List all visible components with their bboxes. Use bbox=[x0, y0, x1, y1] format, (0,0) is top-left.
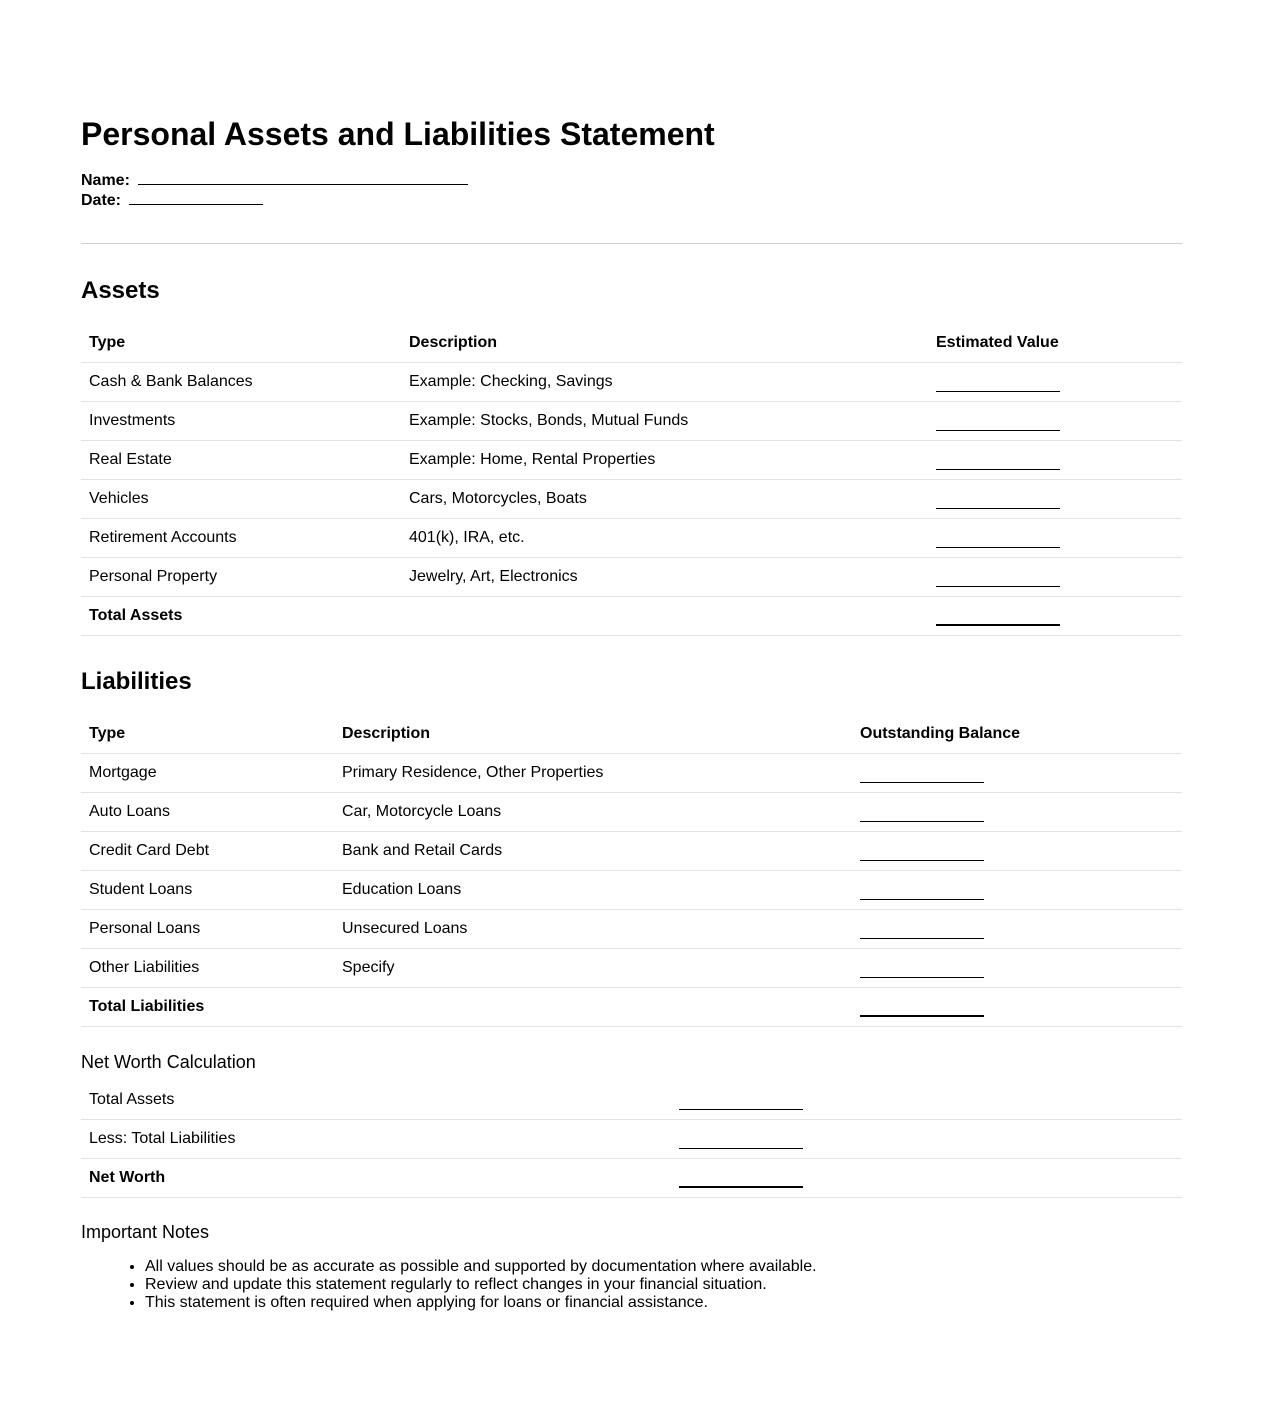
net-worth-total-assets-blank[interactable] bbox=[679, 1097, 803, 1110]
liability-balance-blank[interactable] bbox=[860, 926, 984, 939]
net-worth-liabilities-blank[interactable] bbox=[679, 1136, 803, 1149]
date-field-row bbox=[81, 190, 1182, 210]
asset-value-blank[interactable] bbox=[936, 457, 1060, 470]
assets-table bbox=[81, 324, 1182, 636]
net-worth-table bbox=[81, 1081, 1182, 1198]
liabilities-col-balance: Outstanding Balance bbox=[852, 715, 1182, 754]
name-blank-line[interactable] bbox=[138, 170, 468, 185]
list-item: • This statement is often required when applying for loans or financial assistance. bbox=[145, 1294, 1182, 1312]
list-item: • All values should be as accurate as possible and supported by documentation where available. bbox=[145, 1258, 1182, 1276]
date-blank-line[interactable] bbox=[129, 190, 263, 205]
total-liabilities-label: Total Liabilities bbox=[81, 988, 334, 1027]
assets-col-type: Type bbox=[81, 324, 401, 363]
asset-type: Vehicles bbox=[81, 480, 401, 519]
table-row bbox=[81, 402, 1182, 441]
liability-description: Primary Residence, Other Properties bbox=[334, 754, 852, 793]
net-worth-label: Total Assets bbox=[81, 1081, 671, 1120]
table-row bbox=[81, 1159, 1182, 1198]
liability-type: Other Liabilities bbox=[81, 949, 334, 988]
notes-heading: Important Notes bbox=[81, 1222, 210, 1242]
liabilities-col-description: Description bbox=[334, 715, 852, 754]
liability-balance-cell bbox=[852, 910, 1182, 949]
liabilities-col-type: Type bbox=[81, 715, 334, 754]
assets-heading: Assets bbox=[81, 277, 160, 304]
assets-header-row bbox=[81, 324, 1182, 363]
liability-balance-cell bbox=[852, 754, 1182, 793]
net-worth-value-cell bbox=[671, 1081, 1182, 1120]
net-worth-heading: Net Worth Calculation bbox=[81, 1052, 256, 1072]
header-divider bbox=[81, 243, 1182, 244]
table-row bbox=[81, 519, 1182, 558]
table-row bbox=[81, 949, 1182, 988]
liability-description: Specify bbox=[334, 949, 852, 988]
liability-type: Auto Loans bbox=[81, 793, 334, 832]
total-assets-label: Total Assets bbox=[81, 597, 401, 636]
liability-description: Bank and Retail Cards bbox=[334, 832, 852, 871]
asset-description: Example: Stocks, Bonds, Mutual Funds bbox=[401, 402, 928, 441]
asset-type: Personal Property bbox=[81, 558, 401, 597]
asset-value-blank[interactable] bbox=[936, 574, 1060, 587]
liabilities-heading: Liabilities bbox=[81, 668, 192, 695]
list-item: • Review and update this statement regularly to reflect changes in your financial situation. bbox=[145, 1276, 1182, 1294]
name-field-row bbox=[81, 170, 1182, 190]
asset-value-cell bbox=[928, 558, 1182, 597]
asset-value-cell bbox=[928, 402, 1182, 441]
total-assets-row bbox=[81, 597, 1182, 636]
liability-type: Mortgage bbox=[81, 754, 334, 793]
liability-type: Credit Card Debt bbox=[81, 832, 334, 871]
table-row bbox=[81, 441, 1182, 480]
liability-description: Unsecured Loans bbox=[334, 910, 852, 949]
assets-col-description: Description bbox=[401, 324, 928, 363]
table-row bbox=[81, 1120, 1182, 1159]
table-row bbox=[81, 363, 1182, 402]
liability-type: Personal Loans bbox=[81, 910, 334, 949]
liability-balance-blank[interactable] bbox=[860, 848, 984, 861]
statement-page bbox=[81, 112, 1182, 1312]
liability-balance-cell bbox=[852, 832, 1182, 871]
notes-list bbox=[81, 1258, 1182, 1312]
asset-value-blank[interactable] bbox=[936, 418, 1060, 431]
asset-value-blank[interactable] bbox=[936, 535, 1060, 548]
date-label: Date: bbox=[81, 192, 122, 209]
asset-value-cell bbox=[928, 519, 1182, 558]
liability-balance-blank[interactable] bbox=[860, 770, 984, 783]
liability-type: Student Loans bbox=[81, 871, 334, 910]
liability-description: Education Loans bbox=[334, 871, 852, 910]
table-row bbox=[81, 910, 1182, 949]
empty-cell bbox=[401, 597, 928, 636]
asset-description: Cars, Motorcycles, Boats bbox=[401, 480, 928, 519]
asset-value-blank[interactable] bbox=[936, 379, 1060, 392]
liability-balance-blank[interactable] bbox=[860, 887, 984, 900]
liability-description: Car, Motorcycle Loans bbox=[334, 793, 852, 832]
table-row bbox=[81, 1081, 1182, 1120]
asset-description: 401(k), IRA, etc. bbox=[401, 519, 928, 558]
page-title: Personal Assets and Liabilities Statement bbox=[81, 116, 715, 152]
table-row bbox=[81, 480, 1182, 519]
total-assets-value-cell bbox=[928, 597, 1182, 636]
asset-value-cell bbox=[928, 363, 1182, 402]
asset-type: Retirement Accounts bbox=[81, 519, 401, 558]
net-worth-blank[interactable] bbox=[679, 1174, 803, 1188]
asset-type: Real Estate bbox=[81, 441, 401, 480]
liability-balance-cell bbox=[852, 793, 1182, 832]
total-liabilities-blank[interactable] bbox=[860, 1003, 984, 1017]
asset-value-cell bbox=[928, 480, 1182, 519]
table-row bbox=[81, 558, 1182, 597]
table-row bbox=[81, 832, 1182, 871]
liability-balance-blank[interactable] bbox=[860, 809, 984, 822]
net-worth-total-label: Net Worth bbox=[81, 1159, 671, 1198]
table-row bbox=[81, 793, 1182, 832]
asset-description: Example: Home, Rental Properties bbox=[401, 441, 928, 480]
asset-description: Example: Checking, Savings bbox=[401, 363, 928, 402]
total-liabilities-row bbox=[81, 988, 1182, 1027]
total-liabilities-value-cell bbox=[852, 988, 1182, 1027]
liability-balance-blank[interactable] bbox=[860, 965, 984, 978]
asset-description: Jewelry, Art, Electronics bbox=[401, 558, 928, 597]
net-worth-label: Less: Total Liabilities bbox=[81, 1120, 671, 1159]
table-row bbox=[81, 754, 1182, 793]
net-worth-value-cell bbox=[671, 1159, 1182, 1198]
liability-balance-cell bbox=[852, 949, 1182, 988]
liabilities-header-row bbox=[81, 715, 1182, 754]
net-worth-value-cell bbox=[671, 1120, 1182, 1159]
asset-type: Investments bbox=[81, 402, 401, 441]
liabilities-table bbox=[81, 715, 1182, 1027]
name-label: Name: bbox=[81, 172, 130, 189]
header-fields bbox=[81, 170, 1182, 210]
asset-value-blank[interactable] bbox=[936, 496, 1060, 509]
table-row bbox=[81, 871, 1182, 910]
asset-value-cell bbox=[928, 441, 1182, 480]
assets-col-value: Estimated Value bbox=[928, 324, 1182, 363]
empty-cell bbox=[334, 988, 852, 1027]
liability-balance-cell bbox=[852, 871, 1182, 910]
asset-type: Cash & Bank Balances bbox=[81, 363, 401, 402]
total-assets-blank[interactable] bbox=[936, 612, 1060, 626]
